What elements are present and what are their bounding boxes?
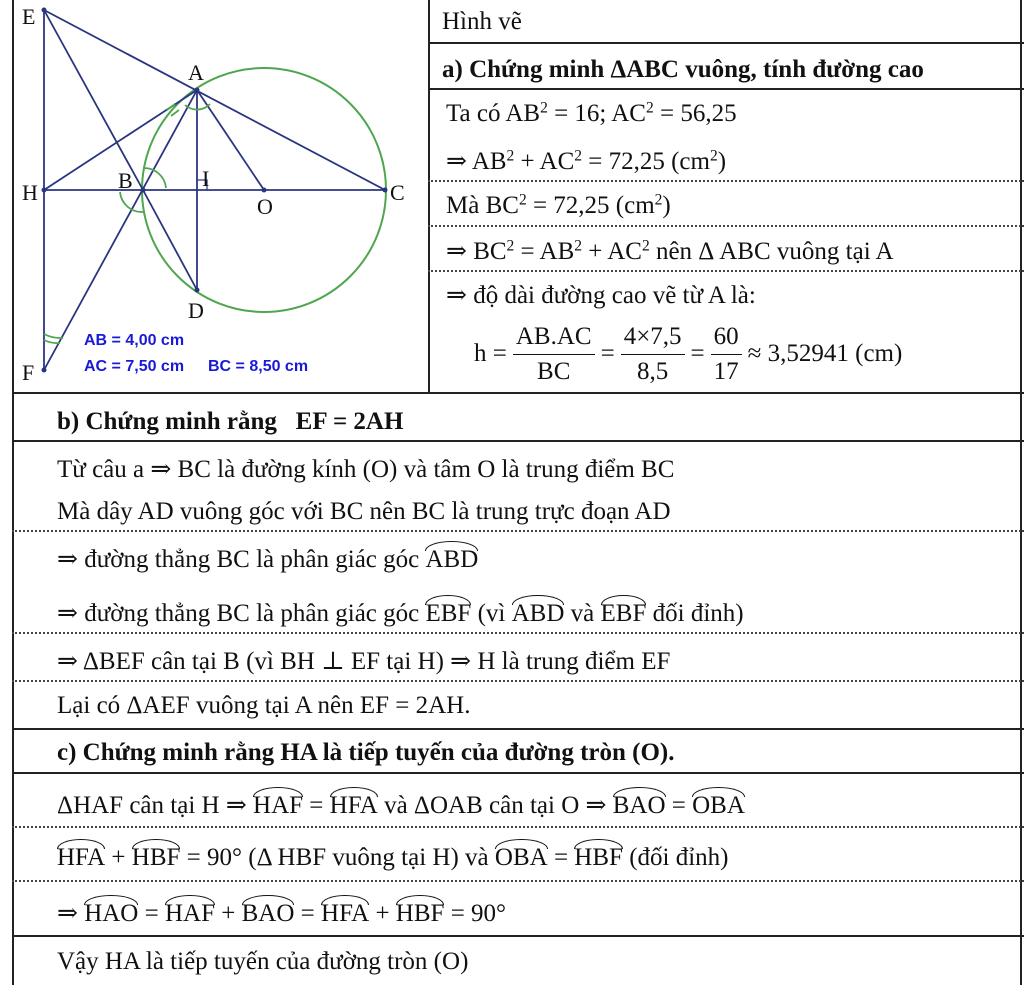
part-c-title: c) Chứng minh rằng HA là tiếp tuyến của đường tròn (O). <box>57 739 675 766</box>
label-e: E <box>22 4 36 29</box>
label-a: A <box>188 60 204 85</box>
part-a-line-5: ⇒ độ dài đường cao vẽ từ A là: <box>446 282 756 309</box>
label-h: H <box>22 180 38 205</box>
measure-ac: AC = 7,50 cm <box>84 358 185 375</box>
rule <box>428 180 1024 182</box>
altitude-formula: h = $\frac{AB.AC}{BC}$ = $\frac{4\times 7,5}{8,5}$ = $\frac{60}{17}$ ≈ 3,52941 (cm) <box>474 318 1024 390</box>
part-b-line-6: Lại có ΔAEF vuông tại A nên EF = 2AH. <box>57 692 471 719</box>
figure-divider <box>428 0 430 392</box>
part-b-line-4: ⇒ đường thẳng BC là phân giác góc EBF (vì ABD và EBF đối đỉnh) <box>57 600 744 627</box>
rule <box>428 225 1024 227</box>
part-a-title: a) Chứng minh ΔABC vuông, tính đường cao <box>442 56 924 83</box>
rule <box>428 270 1024 272</box>
rule <box>12 826 1024 828</box>
label-d: D <box>188 298 204 323</box>
part-b-line-3: ⇒ đường thẳng BC là phân giác góc ABD <box>57 546 479 573</box>
rule <box>12 680 1024 682</box>
segment-fa <box>44 90 197 370</box>
label-f: F <box>22 360 35 385</box>
rule <box>12 632 1024 634</box>
part-c-line-2: HFA + HBF = 90° (Δ HBF vuông tại H) và OBA = HBF (đối đỉnh) <box>57 844 729 871</box>
rule <box>12 440 1024 442</box>
rule <box>12 772 1024 774</box>
part-c-line-4: Vậy HA là tiếp tuyến của đường tròn (O) <box>57 948 469 975</box>
segment-ec <box>44 10 385 190</box>
rule <box>428 88 1024 90</box>
measure-ab: AB = 4,00 cm <box>84 332 185 349</box>
rule <box>12 728 1024 730</box>
part-a-line-2: ⇒ $AB^2 + AC^2 = 72,25$ $(cm^2)$ <box>446 147 727 175</box>
part-c-line-3: ⇒ HAO = HAF + BAO = HFA + HBF = 90° <box>57 900 507 927</box>
measure-bc: BC = 8,50 cm <box>208 358 309 375</box>
rule <box>12 880 1024 882</box>
part-b-title: b) Chứng minh rằng EF = 2AH <box>57 408 404 435</box>
figure-header: Hình vẽ <box>442 8 522 35</box>
part-b-line-5: ⇒ ΔBEF cân tại B (vì BH ⊥ EF tại H) ⇒ H là trung điểm EF <box>57 648 671 675</box>
part-a-line-4: ⇒ $BC^2 = AB^2 + AC^2$ nên Δ ABC vuông tại A <box>446 237 894 265</box>
rule <box>12 530 1024 532</box>
label-c: C <box>390 180 405 205</box>
part-a-line-1: Ta có $AB^2 = 16$; $AC^2 = 56,25$ <box>446 99 737 127</box>
rule <box>12 392 1024 394</box>
part-b-line-2: Mà dây AD vuông góc với BC nên BC là trung trực đoạn AD <box>57 498 671 525</box>
rule <box>12 935 1024 937</box>
part-b-line-1: Từ câu a ⇒ BC là đường kính (O) và tâm O là trung điểm BC <box>57 456 675 483</box>
part-c-line-1: ΔHAF cân tại H ⇒ HAF = HFA và ΔOAB cân tại O ⇒ BAO = OBA <box>57 792 745 819</box>
part-a-line-3: Mà $BC^2 = 72,25$ $(cm^2)$ <box>446 191 671 219</box>
geometry-figure <box>14 0 428 392</box>
label-b: B <box>118 168 133 193</box>
rule <box>428 42 1024 44</box>
label-i: I <box>202 166 210 191</box>
label-o: O <box>257 194 273 219</box>
segment-bd <box>143 190 197 290</box>
